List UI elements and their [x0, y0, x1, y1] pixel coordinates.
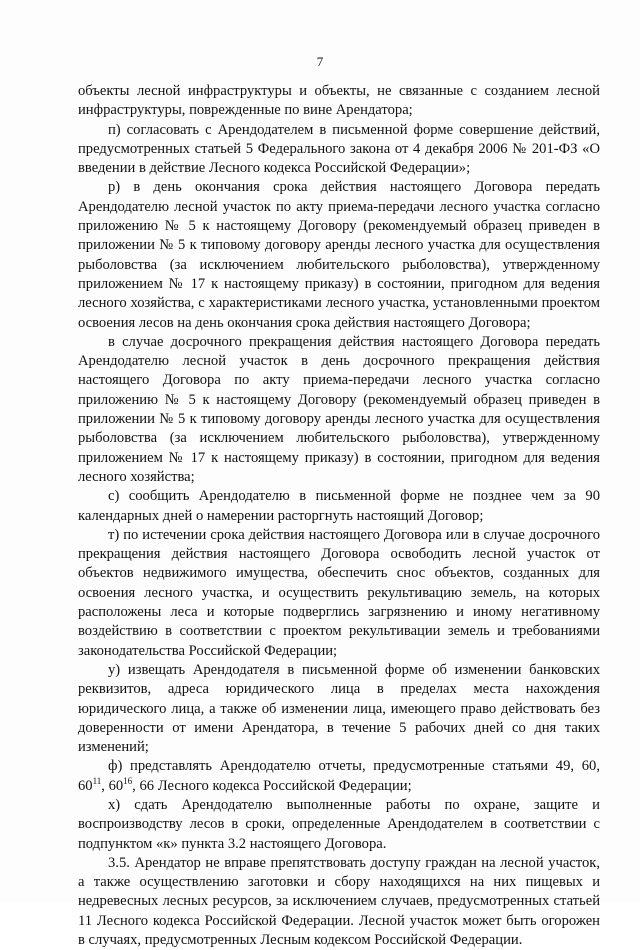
paragraph-item-p: п) согласовать с Арендодателем в письменной форме совершение действий, предусмотренных статьей 5 Федерального закона от 4 декабря 2006 № 201-ФЗ «О введении в действие Лесного кодекса Российской Федерации»; [78, 121, 600, 177]
paragraph-item-f-text: ф) представлять Арендодателю отчеты, предусмотренные статьями 49, 60, 60 [78, 758, 600, 794]
paragraph-item-s: с) сообщить Арендодателю в письменной форме не позднее чем за 90 календарных дней о намерении расторгнуть настоящий Договор; [78, 488, 600, 524]
paragraph-section-3-5: 3.5. Арендатор не вправе препятствовать доступу граждан на лесной участок, а также осуществлению заготовки и сбору находящихся на них пищевых и недревесных лесных ресурсов, за исключением случаев, предусмотренных статьей 11 Лесного кодекса Российской Федерации. Лесной участок может быть огорожен в случаях, предусмотренных Лесным кодексом Российской Федерации. [78, 854, 600, 949]
paragraph-continuation: объекты лесной инфраструктуры и объекты, не связанные с созданием лесной инфраструктуры, поврежденные по вине Арендатора; [78, 83, 600, 119]
paragraph-item-f-mid: , 60 [101, 777, 124, 794]
superscript-11: 11 [92, 775, 102, 786]
paragraph-item-h: х) сдать Арендодателю выполненные работы по охране, защите и воспроизводству лесов в сроки, определенные Арендодателем в соответствии с подпунктом «к» пункта 3.2 настоящего Договора. [78, 796, 600, 852]
paragraph-early-termination: в случае досрочного прекращения действия настоящего Договора передать Арендодателю лесной участок в день досрочного прекращения действия настоящего Договора по акту приема-передачи лесного участка согласно приложению № 5 к настоящему Договору (рекомендуемый образец приведен в приложении № 5 к типовому договору аренды лесного участка для осуществления рыболовства (за исключением любительского рыболовства), утвержденному приложением № 17 к настоящему приказу) в состоянии, пригодном для ведения лесного хозяйства; [78, 333, 600, 485]
document-body [78, 82, 600, 950]
paragraph-item-f [78, 757, 600, 796]
paragraph-item-u: у) извещать Арендодателя в письменной форме об изменении банковских реквизитов, адреса юридического лица в пределах места нахождения юридического лица, а также об изменении лица, имеющего право действовать без доверенности от имени Арендатора, в течение 5 рабочих дней со дня таких изменений; [78, 661, 600, 756]
superscript-16: 16 [123, 775, 133, 786]
paragraph-item-f-tail: , 66 Лесного кодекса Российской Федерации; [132, 777, 412, 794]
paragraph-item-t: т) по истечении срока действия настоящего Договора или в случае досрочного прекращения действия настоящего Договора освободить лесной участок от объектов недвижимого имущества, обеспечить снос объектов, созданных для освоения лесного участка, и осуществить рекультивацию земель, на которых расположены леса и которые подверглись загрязнению и иному негативному воздействию в соответствии с проектом рекультивации земель и требованиями законодательства Российской Федерации; [78, 526, 600, 659]
page-number: 7 [316, 54, 324, 69]
paragraph-item-r: р) в день окончания срока действия настоящего Договора передать Арендодателю лесной участок по акту приема-передачи лесного участка согласно приложению № 5 к настоящему Договору (рекомендуемый образец приведен в приложении № 5 к типовому договору аренды лесного участка для осуществления рыболовства (за исключением любительского рыболовства), утвержденному приложением № 17 к настоящему приказу) в состоянии, пригодном для ведения лесного хозяйства, с характеристиками лесного участка, установленными проектом освоения лесов на день окончания срока действия настоящего Договора; [78, 179, 600, 331]
